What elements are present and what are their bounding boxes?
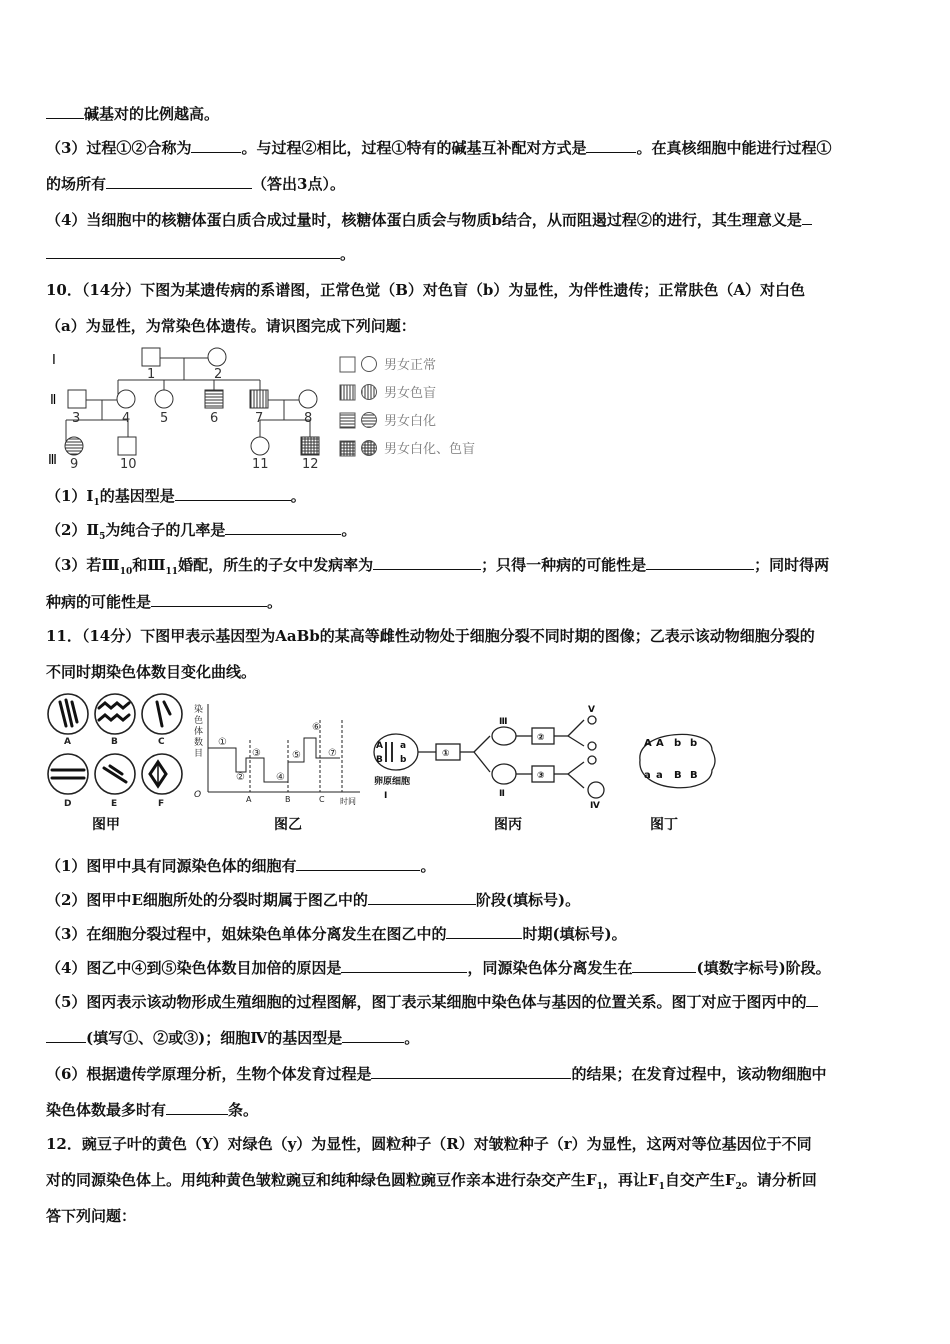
pedigree-id: 1 [147,367,156,382]
answer-blank[interactable] [373,555,481,570]
pedigree-id: 10 [120,457,137,472]
legend-label: 男女白化 [384,414,437,429]
segment-label: ① [218,737,227,748]
origin-label: O [194,790,202,800]
pedigree-chart [46,342,506,472]
q11-sub-6-cont: 染色体数最多时有 条。 [46,1101,259,1119]
figure-yi [190,700,370,810]
q10-sub-3: （3）若$Ⅲ_{10}$和$Ⅲ_{11}$婚配，所生的子女中发病率为 ；只得一种病的可能性是 ；同时得两 [46,556,830,577]
x-axis-label: 时间 [340,797,356,806]
answer-blank[interactable] [166,1100,228,1115]
q9-line-1: （3）过程①②合称为 。与过程②相比，过程①特有的碱基互补配对方式是 。在真核细胞中能进行过程① [46,139,832,157]
gen-label-1: Ⅰ [52,353,56,368]
segment-label: ③ [252,748,261,759]
answer-blank[interactable] [632,958,696,973]
pedigree-id: 11 [252,457,269,472]
q9-line-3: （4）当细胞中的核糖体蛋白质合成过量时，核糖体蛋白质会与物质b结合，从而阻遏过程②的进行，其生理意义是 [46,210,812,230]
answer-blank[interactable] [806,992,818,1007]
legend-male-both [340,441,355,456]
cell-III [492,727,516,745]
gene-label: A [644,738,652,749]
segment-label: ② [236,772,245,783]
q11-sub-3: （3）在细胞分裂过程中，姐妹染色单体分离发生在图乙中的 时期(填标号)。 [46,925,627,943]
axis-label: 色 [194,716,204,726]
answer-blank[interactable] [446,924,522,939]
pedigree-id: 9 [70,457,79,472]
legend-male-colorblind [340,385,355,400]
x-tick: B [285,795,291,804]
gene-label: A [376,741,383,751]
legend-female-normal [362,357,377,372]
legend-label: 男女色盲 [384,386,437,401]
axis-label: 目 [194,749,204,759]
q11-sub-2: （2）图甲中E细胞所处的分裂时期属于图乙中的 阶段(填标号)。 [46,891,581,909]
step-label: ③ [537,771,545,781]
legend-female-colorblind [362,385,377,400]
answer-blank[interactable] [175,486,291,501]
pedigree-id: 6 [210,411,219,426]
node-label: Ⅲ [499,717,508,727]
answer-blank[interactable] [586,138,636,153]
answer-blank[interactable] [368,890,476,905]
q11-sub-5: （5）图丙表示该动物形成生殖细胞的过程图解，图丁表示某细胞中染色体与基因的位置关系。图丁对应于图丙中的 [46,992,818,1012]
legend-male-albino [340,413,355,428]
answer-blank[interactable] [225,520,341,535]
q11-intro-1: 11．（14分）下图甲表示基因型为AaBb的某高等雌性动物处于细胞分裂不同时期的图像；乙表示该动物细胞分裂的 [46,627,815,645]
gene-label: b [674,738,682,749]
answer-blank[interactable] [342,1028,404,1043]
answer-blank[interactable] [802,210,812,225]
answer-blank[interactable] [646,555,754,570]
legend-female-albino [362,413,377,428]
answer-blank[interactable] [296,856,420,871]
answer-blank[interactable] [151,592,267,607]
q11-sub-1: （1）图甲中具有同源染色体的细胞有 。 [46,857,436,875]
gene-label: B [376,755,383,765]
cell-C [142,694,182,734]
step-label: ① [442,749,450,759]
x-tick: C [319,795,325,804]
figure-jia-caption: 图甲 [92,817,120,833]
oogonium-label: 卵原细胞 [374,777,411,787]
figure-jia [44,692,188,810]
oogonium-num: Ⅰ [384,791,388,801]
pedigree-male-12 [301,437,319,455]
legend-label: 男女白化、色盲 [384,442,476,457]
q12-line-1: 12．豌豆子叶的黄色（Y）对绿色（y）为显性，圆粒种子（R）对皱粒种子（r）为显性，这两对等位基因位于不同 [46,1135,812,1153]
q12-line-3: 答下列问题： [46,1207,137,1225]
answer-blank[interactable] [191,138,241,153]
cell-label: F [158,799,165,809]
q11-sub-4: （4）图乙中④到⑤染色体数目加倍的原因是 ，同源染色体分离发生在 (填数字标号)阶段。 [46,959,831,977]
cell-II [492,764,516,784]
cell-label: B [111,737,118,747]
step-label: ② [537,733,545,743]
figure-bing [370,700,632,812]
pedigree-id: 4 [122,411,131,426]
gene-label: A [656,738,664,749]
q10-sub-2: $(2)Ⅱ_5$为纯合子的几率是 。 [46,521,357,542]
q10-sub-3-cont: 种病的可能性是 。 [46,593,283,611]
axis-label: 数 [194,738,204,748]
pedigree-female-11 [251,437,269,455]
gene-label: a [400,741,407,751]
gene-label: a [644,770,651,781]
legend-male-normal [340,357,355,372]
pedigree-female-4 [117,390,135,408]
figure-bing-caption: 图丙 [494,817,522,833]
q10-sub-1: $(1)Ⅰ_1$的基因型是 。 [46,487,306,508]
pedigree-id: 2 [214,367,223,382]
pedigree-id: 7 [255,411,264,426]
cell-label: D [64,799,72,809]
pedigree-male-10 [118,437,136,455]
segment-label: ⑥ [312,722,321,733]
node-label: Ⅴ [588,705,595,715]
axis-label: 染 [194,705,204,715]
gen-label-3: Ⅲ [48,453,57,468]
x-tick: A [246,795,252,804]
q9-line-4: 。 [46,244,355,264]
segment-label: ⑤ [292,750,301,761]
q9-line-2: 的场所有 （答出3点）。 [46,175,345,193]
axis-label: 体 [194,727,204,737]
pedigree-male-1 [142,348,160,366]
cell-label: A [64,737,71,747]
q10-intro-1: 10．（14分）下图为某遗传病的系谱图，正常色觉（B）对色盲（b）为显性，为伴性遗传；正常肤色（A）对白色 [46,281,806,299]
node-label: Ⅳ [590,801,600,811]
legend-label: 男女正常 [384,358,437,373]
pedigree-id: 3 [72,411,81,426]
cell-label: E [111,799,118,809]
figure-ding [632,720,722,802]
gen-label-2: Ⅱ [50,393,57,408]
node-label: Ⅱ [499,789,505,799]
gene-label: B [674,770,682,781]
cell-D [48,754,88,794]
gene-label: b [690,738,698,749]
segment-label: ④ [276,772,285,783]
pedigree-male-3 [68,390,86,408]
figure-yi-caption: 图乙 [274,817,302,833]
pedigree-id: 8 [304,411,313,426]
figure-ding-caption: 图丁 [650,817,678,833]
pedigree-male-6 [205,390,223,408]
pedigree-female-8 [299,390,317,408]
pedigree-female-2 [208,348,226,366]
q11-intro-2: 不同时期染色体数目变化曲线。 [46,663,257,681]
pedigree-id: 5 [160,411,169,426]
pedigree-male-7 [250,390,268,408]
pedigree-female-5 [155,390,173,408]
q12-line-2: 对的同源染色体上。用纯种黄色皱粒豌豆和纯种绿色圆粒豌豆作亲本进行杂交产生$F_1$，再让$F_1$自交产生$F_2$。请分析回 [46,1171,817,1192]
legend-female-both [362,441,377,456]
q10-intro-2: （a）为显性，为常染色体遗传。请识图完成下列问题： [46,317,416,335]
gene-label: a [656,770,663,781]
segment-label: ⑦ [328,748,337,759]
answer-blank[interactable] [46,104,84,119]
answer-blank[interactable] [46,1028,86,1043]
q9-line-0: 碱基对的比例越高。 [46,104,219,124]
answer-blank[interactable] [341,958,467,973]
cell-label: C [158,737,165,747]
answer-blank[interactable] [371,1064,571,1079]
pedigree-female-9 [65,437,83,455]
answer-blank[interactable] [106,174,252,189]
pedigree-id: 12 [302,457,319,472]
cell-IV [588,782,604,798]
q11-sub-5-cont: (填写①、②或③)；细胞Ⅳ的基因型是 。 [46,1028,419,1048]
cell-F [142,754,182,794]
q11-sub-6: （6）根据遗传学原理分析，生物个体发育过程是 的结果；在发育过程中，该动物细胞中 [46,1065,827,1083]
answer-blank[interactable] [46,244,340,259]
gene-label: b [400,755,407,765]
gene-label: B [690,770,698,781]
